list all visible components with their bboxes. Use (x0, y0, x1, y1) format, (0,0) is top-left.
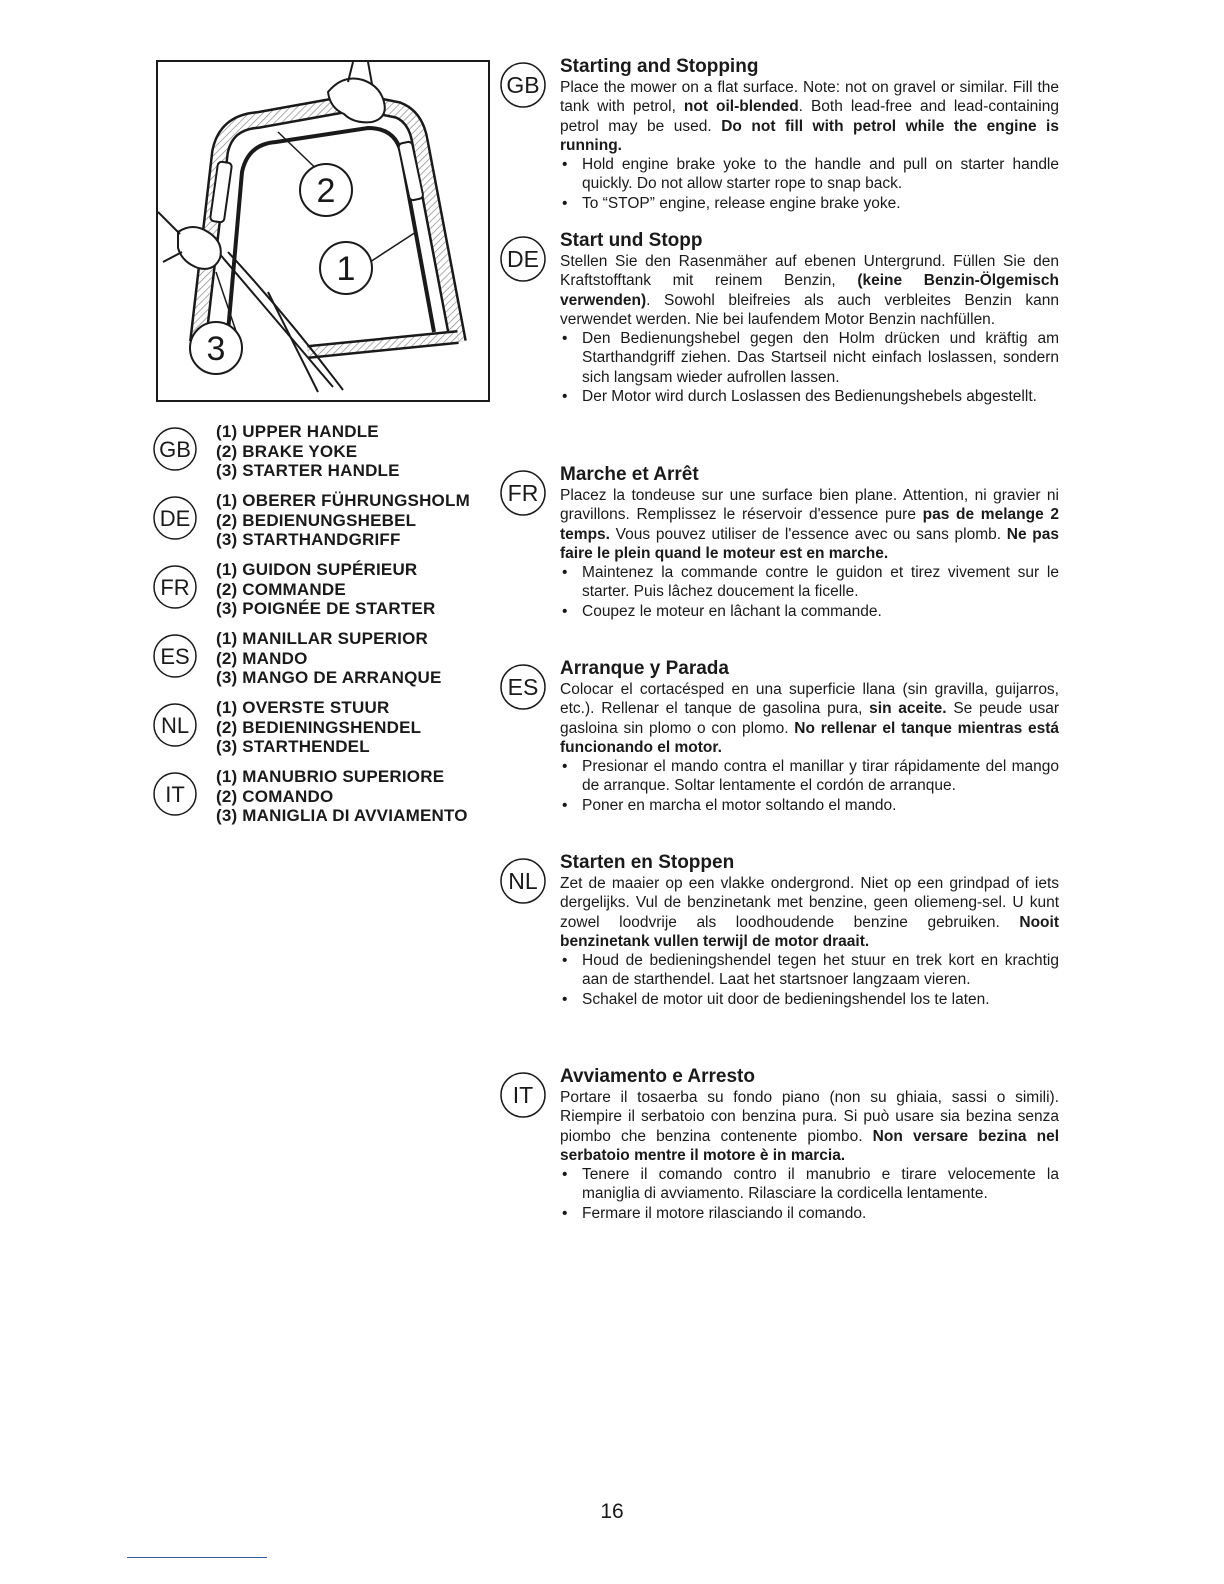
legend-group-gb (150, 418, 495, 487)
legend-line: (3) MANIGLIA DI AVVIAMENTO (216, 806, 468, 825)
list-item: • Den Bedienungshebel gegen den Holm drücken und kräftig am Starthandgriff ziehen. Das Startseil nicht einfach loslassen, sondern sich langsam wieder aufrollen lassen. (560, 329, 1059, 387)
svg-text:FR: FR (160, 575, 190, 600)
section-gb (497, 56, 1059, 230)
legend-group-nl (150, 694, 495, 763)
list-item: • Fermare il motore rilasciando il comando. (560, 1204, 1059, 1223)
svg-text:DE: DE (159, 506, 191, 531)
legend-line: (1) OVERSTE STUUR (216, 698, 390, 717)
bullet-list (560, 951, 1059, 1009)
language-badge-fr-icon (152, 564, 198, 610)
section-body: Colocar el cortacésped en una superficie llana (sin gravilla, guijarros, etc.). Rellenar el tanque de gasolina pura, sin aceite. Se peude usar gasloina sin plomo o con plomo. No rellenar el tanque mientras está funcionando el motor. (560, 681, 1060, 756)
list-item: • Der Motor wird durch Loslassen des Bedienungshebels abgestellt. (560, 387, 1059, 406)
bullet-list (560, 757, 1059, 815)
language-badge-gb-icon (499, 61, 547, 109)
legend-line: (3) POIGNÉE DE STARTER (216, 599, 436, 618)
section-de (497, 230, 1059, 464)
page-number: 16 (600, 1500, 624, 1523)
legend-line: (2) MANDO (216, 648, 308, 668)
section-title: Starten en Stoppen (560, 852, 735, 873)
instructions-column (497, 56, 1059, 1223)
section-nl (497, 852, 1059, 1066)
svg-text:DE: DE (507, 246, 539, 272)
svg-text:NL: NL (508, 868, 538, 894)
legend-line: (1) GUIDON SUPÉRIEUR (216, 560, 418, 579)
svg-text:ES: ES (507, 674, 539, 700)
section-body: Stellen Sie den Rasenmäher auf ebenen Untergrund. Füllen Sie den Kraftstofftank mit reinem Benzin, (keine Benzin-Ölgemisch verwenden). Sowohl bleifreies als auch verbleites Benzin kann verwendet werden. Nie bei laufendem Motor Benzin nachfüllen. (560, 253, 1059, 328)
svg-text:IT: IT (512, 1082, 534, 1108)
legend-line: (2) COMANDO (216, 786, 334, 806)
bullet-list (560, 1165, 1059, 1223)
svg-text:IT: IT (165, 782, 185, 807)
callout-1-label: 1 (336, 250, 356, 288)
language-badge-fr-icon (499, 469, 547, 517)
legend-line: (1) MANUBRIO SUPERIORE (216, 767, 445, 786)
language-badge-de-icon (152, 495, 198, 541)
parts-legend (150, 418, 495, 832)
list-item: • Poner en marcha el motor soltando el mando. (560, 796, 1059, 815)
legend-group-it (150, 763, 495, 832)
section-title: Starting and Stopping (560, 56, 759, 77)
section-title: Avviamento e Arresto (560, 1066, 755, 1087)
list-item: • Tenere il comando contro il manubrio e tirare velocemente la maniglia di avviamento. Rilasciare la cordicella lentamente. (560, 1165, 1059, 1204)
legend-group-es (150, 625, 495, 694)
section-fr (497, 464, 1059, 658)
list-item: • Schakel de motor uit door de bedieningshendel los te laten. (560, 990, 1059, 1009)
list-item: • Coupez le moteur en lâchant la commande. (560, 602, 1059, 621)
section-es (497, 658, 1059, 852)
section-title: Start und Stopp (560, 230, 703, 251)
legend-line: (3) STARTER HANDLE (216, 461, 400, 480)
legend-group-fr (150, 556, 495, 625)
legend-line: (1) OBERER FÜHRUNGSHOLM (216, 491, 470, 510)
section-it (497, 1066, 1059, 1223)
legend-line: (3) STARTHANDGRIFF (216, 530, 401, 549)
list-item: • Hold engine brake yoke to the handle and pull on starter handle quickly. Do not allow starter rope to snap back. (560, 155, 1059, 194)
legend-line: (2) COMMANDE (216, 579, 346, 599)
legend-line: (3) MANGO DE ARRANQUE (216, 668, 442, 687)
svg-text:GB: GB (159, 437, 191, 462)
legend-line: (2) BRAKE YOKE (216, 441, 358, 461)
bullet-list (560, 329, 1059, 406)
list-item: • Presionar el mando contra el manillar y tirar rápidamente del mango de arranque. Soltar lentamente el cordón de arranque. (560, 757, 1059, 796)
section-body: Place the mower on a flat surface. Note: not on gravel or similar. Fill the tank with petrol, not oil-blended. Both lead-free and lead-containing petrol may be used. Do not fill with petrol while the engine is running. (560, 79, 1059, 154)
svg-text:ES: ES (160, 644, 190, 669)
legend-line: (1) MANILLAR SUPERIOR (216, 629, 428, 648)
language-badge-it-icon (499, 1071, 547, 1119)
language-badge-es-icon (152, 633, 198, 679)
list-item: • Houd de bedieningshendel tegen het stuur en trek kort en krachtig aan de starthendel. Laat het startsnoer langzaam vieren. (560, 951, 1059, 990)
language-badge-gb-icon (152, 426, 198, 472)
bullet-list (560, 155, 1059, 213)
handle-drawing (158, 62, 488, 400)
callout-2-label: 2 (316, 172, 336, 210)
mower-handle-illustration (156, 60, 490, 402)
language-badge-nl-icon (152, 702, 198, 748)
svg-text:NL: NL (160, 713, 190, 738)
language-badge-es-icon (499, 663, 547, 711)
bullet-list (560, 563, 1059, 621)
language-badge-nl-icon (499, 857, 547, 905)
svg-text:GB: GB (506, 72, 540, 98)
legend-group-de (150, 487, 495, 556)
language-badge-it-icon (152, 771, 198, 817)
list-item: • To “STOP” engine, release engine brake yoke. (560, 194, 1059, 213)
legend-line: (3) STARTHENDEL (216, 737, 370, 756)
legend-line: (1) UPPER HANDLE (216, 422, 379, 441)
legend-line: (2) BEDIENINGSHENDEL (216, 717, 422, 737)
section-title: Marche et Arrêt (560, 464, 699, 485)
section-body: Placez la tondeuse sur une surface bien plane. Attention, ni gravier ni gravillons. Remplissez le réservoir d'essence pure pas de melange 2 temps. Vous pouvez utiliser de l'essence avec ou sans plomb. Ne pas faire le plein quand le moteur est en marche. (560, 487, 1059, 562)
legend-line: (2) BEDIENUNGSHEBEL (216, 510, 417, 530)
list-item: • Maintenez la commande contre le guidon et tirez vivement sur le starter. Puis lâchez doucement la ficelle. (560, 563, 1059, 602)
callout-3-label: 3 (206, 330, 226, 368)
section-title: Arranque y Parada (560, 658, 729, 679)
footer-rule (127, 1557, 267, 1558)
svg-text:FR: FR (507, 480, 539, 506)
section-body: Portare il tosaerba su fondo piano (non su ghiaia, sassi o simili). Riempire il serbatoio con benzina pura. Si può usare sia bezina senza piombo che benzina contenente piombo. Non versare bezina nel serbatoio mentre il motore è in marcia. (560, 1089, 1060, 1164)
section-body: Zet de maaier op een vlakke ondergrond. Niet op een grindpad of iets dergelijks. Vul de benzinetank met benzine, geen oliemeng-sel. U kunt zowel loodvrije als loodhoudende benzine gebruiken. Nooit benzinetank vullen terwijl de motor draait. (560, 875, 1059, 950)
language-badge-de-icon (499, 235, 547, 283)
